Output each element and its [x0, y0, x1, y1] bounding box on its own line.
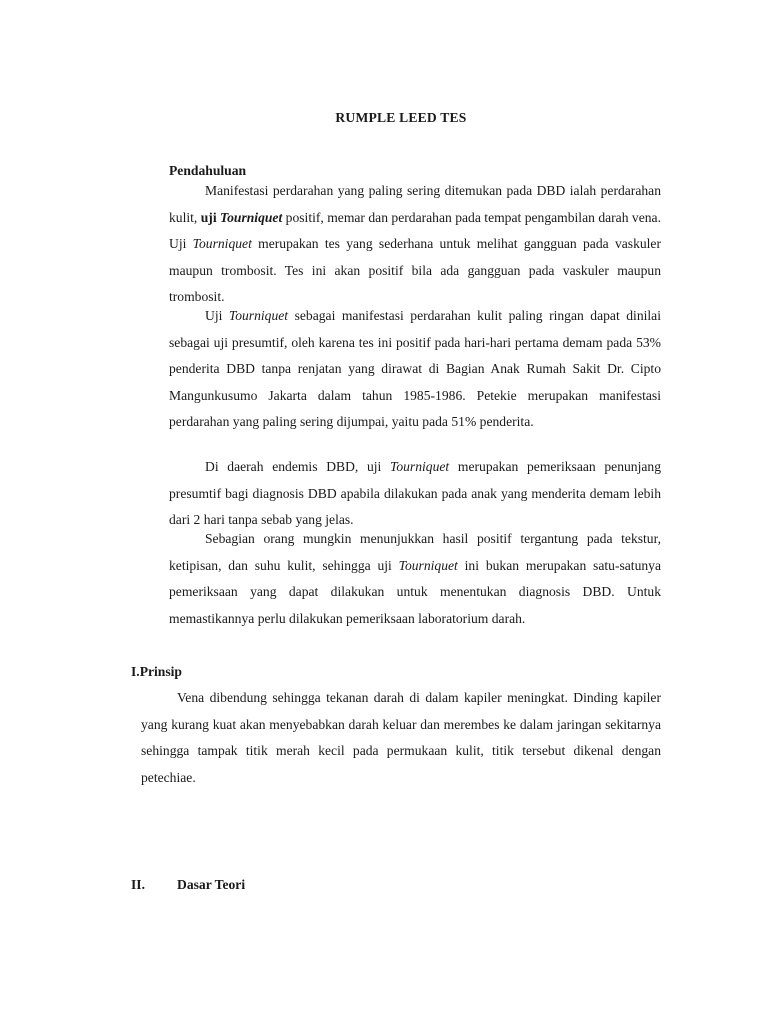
p2-italic: Tourniquet [228, 308, 289, 323]
p1-text-a: Manifestasi perdarahan yang paling sering ditemukan pada DBD ialah perdarahan kulit, [169, 183, 661, 225]
p1-text-b: positif, memar dan perdarahan pada tempat pengambilan darah vena. Uji [169, 209, 661, 251]
p4-italic: Tourniquet [398, 557, 458, 573]
document-title: RUMPLE LEED TES [335, 110, 467, 125]
p3-text-a: Di daerah endemis DBD, uji [205, 459, 391, 474]
section-heading-dasar-teori: Dasar Teori [177, 877, 246, 892]
pendahuluan-paragraph-2 [169, 303, 661, 436]
pendahuluan-paragraph-3 [169, 454, 661, 534]
p4-text-a: Sebagian orang mungkin menunjukkan hasil positif tergantung pada tekstur, ketipisan, dan suhu kulit, sehingga uji [169, 531, 661, 573]
p3-italic: Tourniquet [390, 459, 450, 474]
prinsip-paragraph [141, 685, 661, 791]
p1-bold: uji [200, 209, 221, 225]
pendahuluan-paragraph-4 [169, 526, 661, 632]
section-heading-pendahuluan: Pendahuluan [169, 163, 247, 178]
section-number-dasar-teori: II. [131, 877, 145, 892]
p3-text-b: merupakan pemeriksaan penunjang presumtif bagi diagnosis DBD apabila dilakukan pada anak yang menderita demam lebih dari 2 hari tanpa sebab yang jelas. [169, 459, 661, 527]
prinsip-text: Vena dibendung sehingga tekanan darah di dalam kapiler meningkat. Dinding kapiler yang kurang kuat akan menyebabkan darah keluar dan merembes ke dalam jaringan sekitarnya sehingga tampak titik merah kecil pada permukaan kulit, titik tersebut dikenal dengan petechiae. [141, 690, 661, 785]
p4-text-b: ini bukan merupakan satu-satunya pemeriksaan yang dapat dilakukan untuk menentukan diagnosis DBD. Untuk memastikannya perlu dilakukan pemeriksaan laboratorium darah. [169, 557, 661, 626]
p1-text-c: merupakan tes yang sederhana untuk melihat gangguan pada vaskuler maupun trombosit. Tes ini akan positif bila ada gangguan pada vaskuler maupun trombosit. [169, 236, 661, 304]
p2-text-a: Uji [205, 308, 229, 323]
section-heading-prinsip: I.Prinsip [131, 664, 182, 679]
p2-text-b: sebagai manifestasi perdarahan kulit paling ringan dapat dinilai sebagai uji presumtif, oleh karena tes ini positif pada hari-hari pertama demam pada 53% penderita DBD tanpa renjatan yang dirawat di Bagian Anak Rumah Sakit Dr. Cipto Mangunkusumo Jakarta dalam tahun 1985-1986. Petekie merupakan manifestasi perdarahan yang paling sering dijumpai, yaitu pada 51% penderita. [169, 308, 661, 429]
pendahuluan-paragraph-1 [169, 178, 661, 311]
p1-bold-italic: Tourniquet [220, 209, 283, 225]
p1-italic: Tourniquet [192, 236, 252, 251]
